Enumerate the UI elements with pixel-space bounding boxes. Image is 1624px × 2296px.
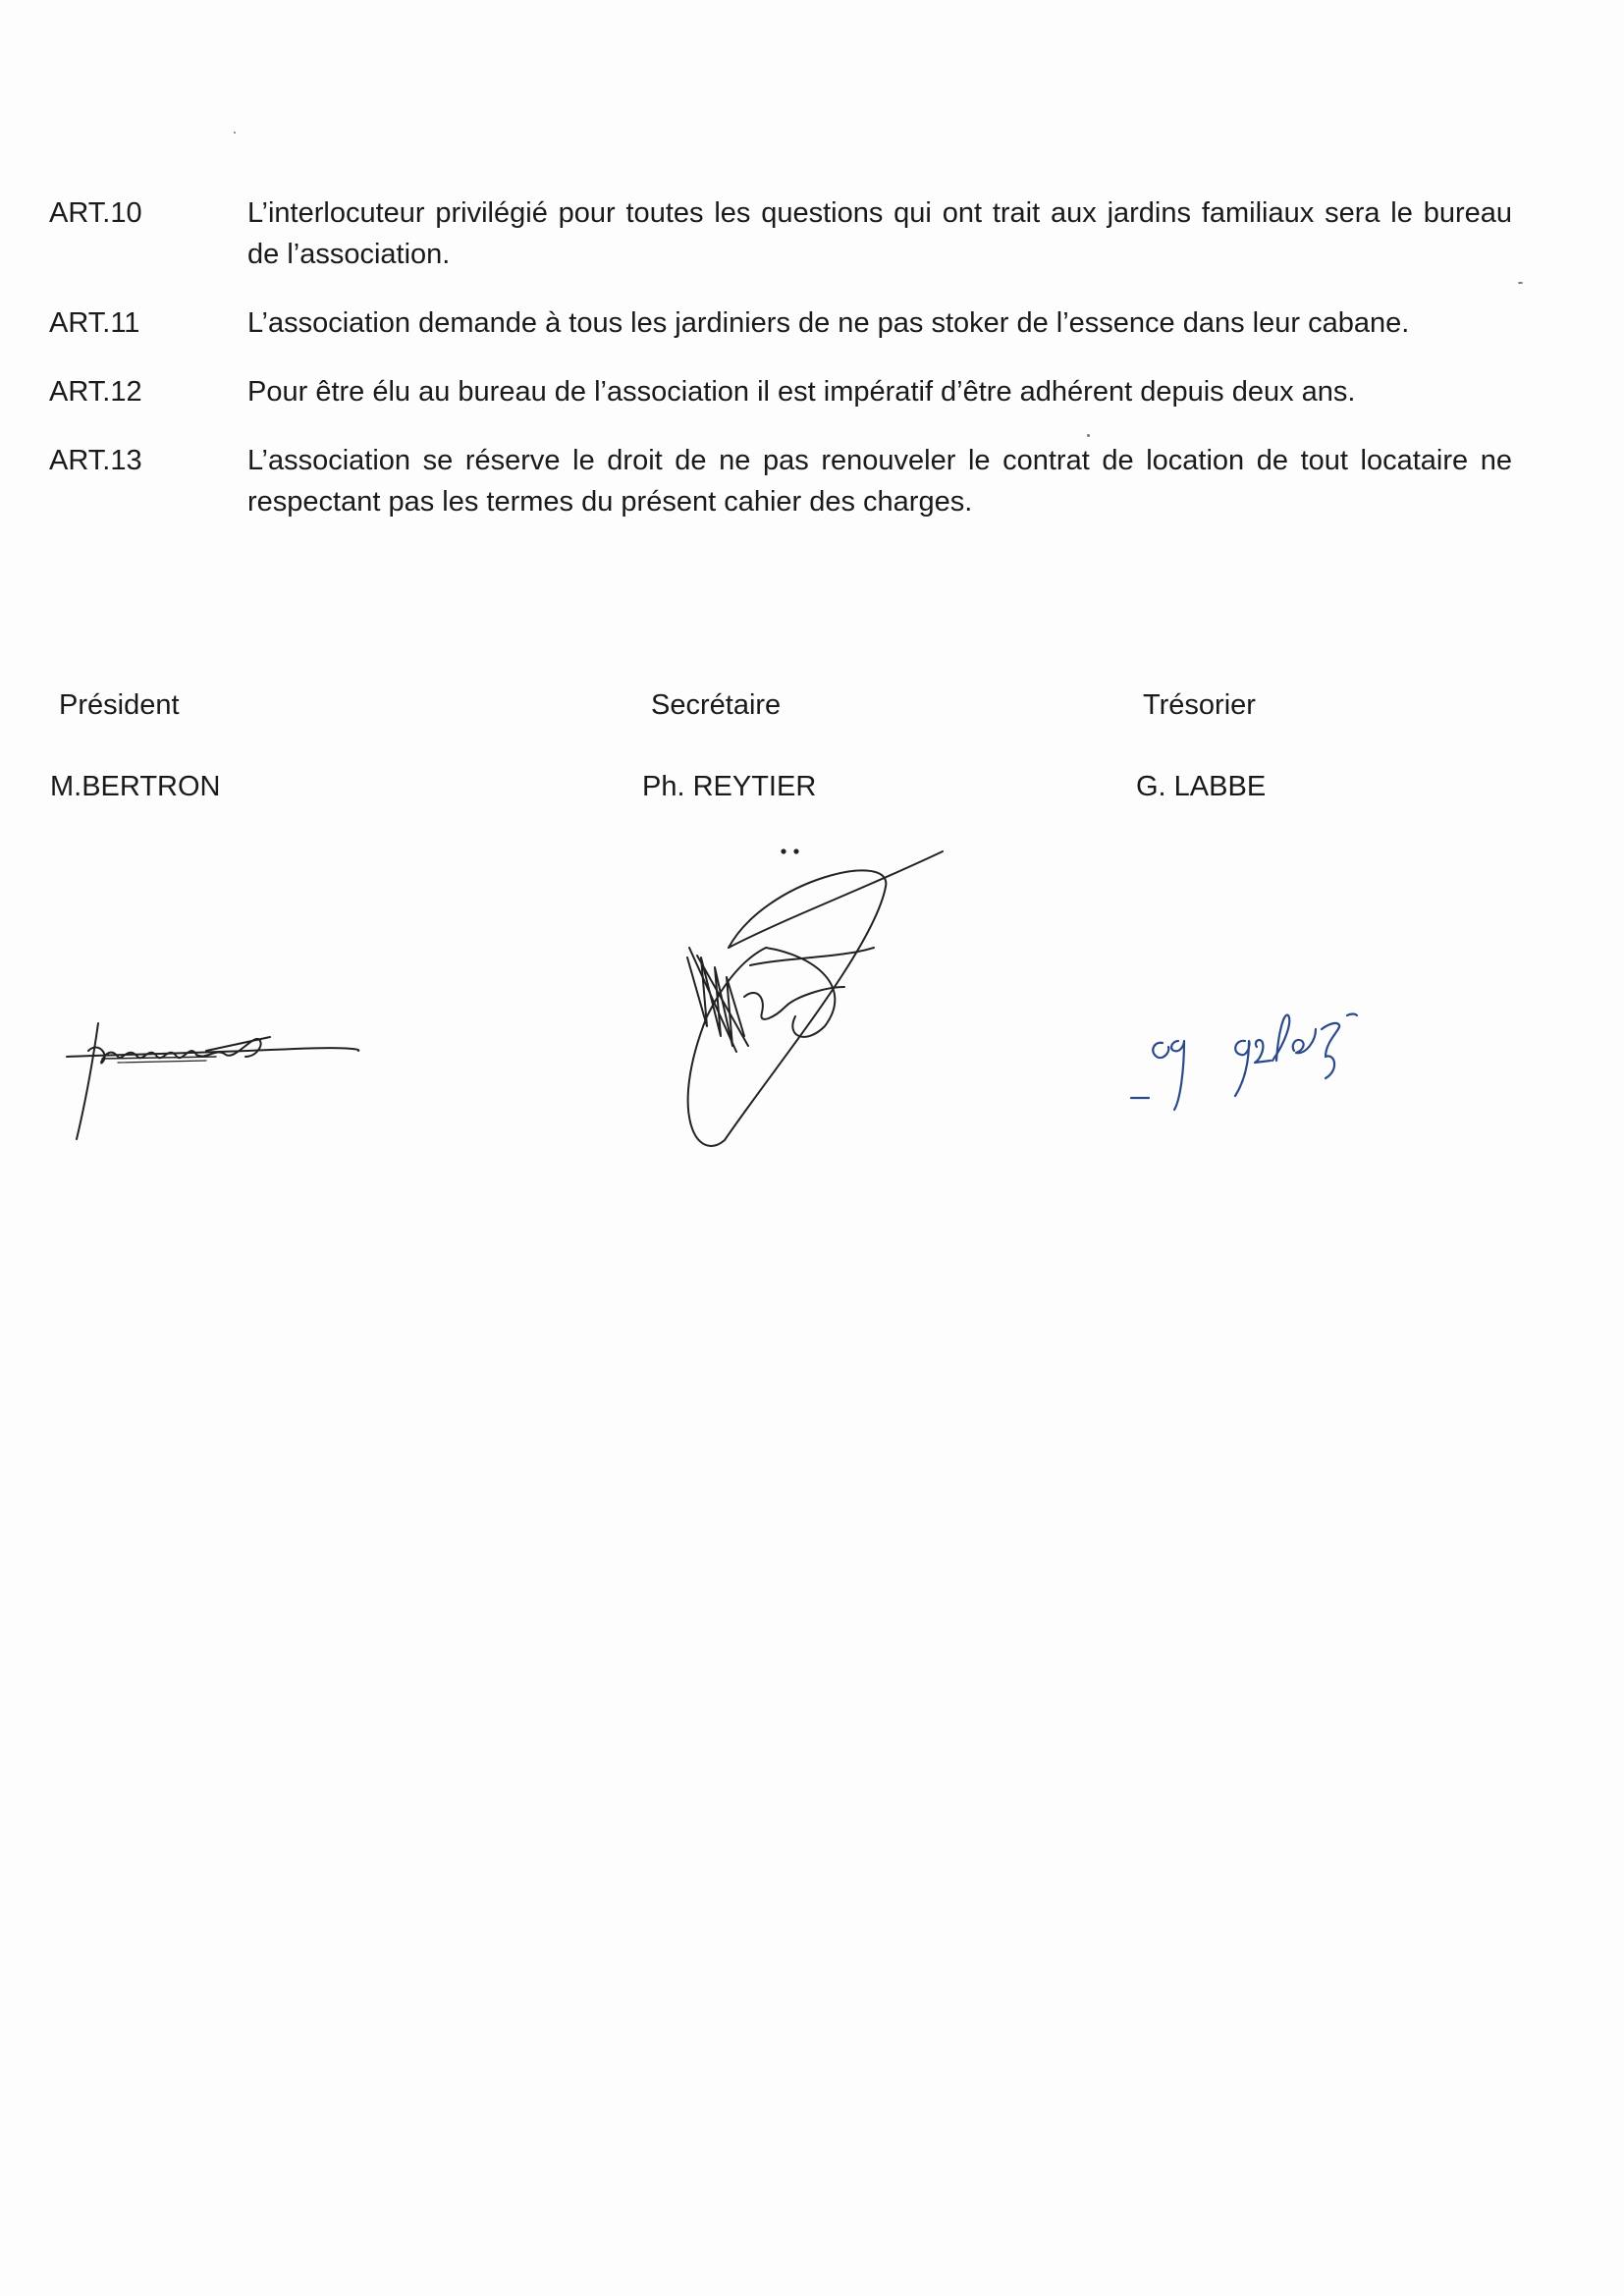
- secretary-signature: [668, 840, 962, 1154]
- secretary-name: Ph. REYTIER: [642, 771, 817, 802]
- president-signature: [59, 1011, 373, 1159]
- president-role: Président: [59, 689, 180, 721]
- treasurer-role: Trésorier: [1143, 689, 1256, 721]
- article-12: [49, 371, 1512, 412]
- scan-speck: [1518, 282, 1523, 284]
- article-text: L’association demande à tous les jardiniers de ne pas stoker de l’essence dans leur cabane.: [247, 307, 1410, 339]
- article-number: ART.12: [49, 376, 142, 408]
- article-number: ART.11: [49, 307, 140, 339]
- articles-list: [49, 192, 1512, 550]
- article-11: [49, 302, 1512, 344]
- scan-speck: [1087, 434, 1090, 437]
- treasurer-signature: [1129, 1002, 1424, 1139]
- article-number: ART.10: [49, 197, 142, 229]
- article-10: [49, 192, 1512, 275]
- treasurer-name: G. LABBE: [1136, 771, 1267, 802]
- article-13: [49, 440, 1512, 522]
- article-text: L’association se réserve le droit de ne pas renouveler le contrat de location de tout locataire ne respectant pas les termes du présent cahier des charges.: [247, 445, 1512, 518]
- secretary-role: Secrétaire: [651, 689, 782, 721]
- article-text: L’interlocuteur privilégié pour toutes les questions qui ont trait aux jardins familiaux sera le bureau de l’association.: [247, 197, 1512, 270]
- president-name: M.BERTRON: [50, 771, 221, 802]
- scan-speck: [234, 132, 236, 134]
- article-number: ART.13: [49, 445, 142, 476]
- article-text: Pour être élu au bureau de l’association il est impératif d’être adhérent depuis deux ans.: [247, 376, 1356, 408]
